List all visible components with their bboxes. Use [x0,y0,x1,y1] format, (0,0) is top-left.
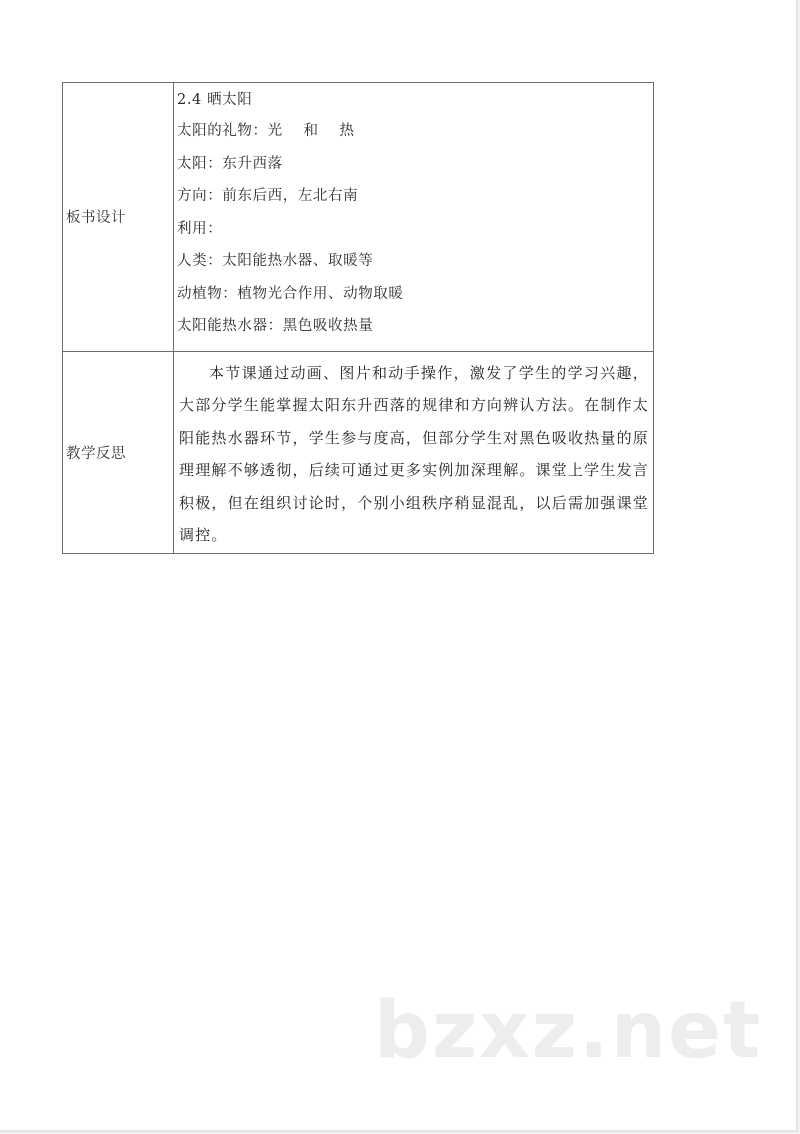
board-line: 动植物：植物光合作用、动物取暖 [177,285,404,302]
board-line: 方向：前东后西，左北右南 [177,188,359,204]
lesson-table [62,82,654,554]
reflection-content [174,351,654,553]
board-line: 人类：太阳能热水器、取暖等 [177,253,374,269]
table-row-reflection [63,351,654,553]
board-line-title: 2.4 晒太阳 [177,92,253,108]
table-row-board-design [63,83,654,352]
reflection-text: 本节课通过动画、图片和动手操作，激发了学生的学习兴趣，大部分学生能掌握太阳东升西落的规律和方向辨认方法。在制作太阳能热水器环节，学生参与度高，但部分学生对黑色吸收热量的原理理解不够透彻，后续可通过更多实例加深理解。课堂上学生发言积极，但在组织讨论时，个别小组秩序稍显混乱，以后需加强课堂调控。 [179,363,649,544]
board-line: 利用： [177,220,223,237]
board-design-content [174,83,654,352]
watermark: bzxz.net [374,986,763,1076]
board-design-label: 板书设计 [63,83,174,352]
board-line: 太阳：东升西落 [177,155,283,172]
board-line: 太阳能热水器：黑色吸收热量 [177,318,374,334]
board-line: 太阳的礼物：光 和 热 [177,123,355,139]
reflection-label: 教学反思 [63,351,174,553]
